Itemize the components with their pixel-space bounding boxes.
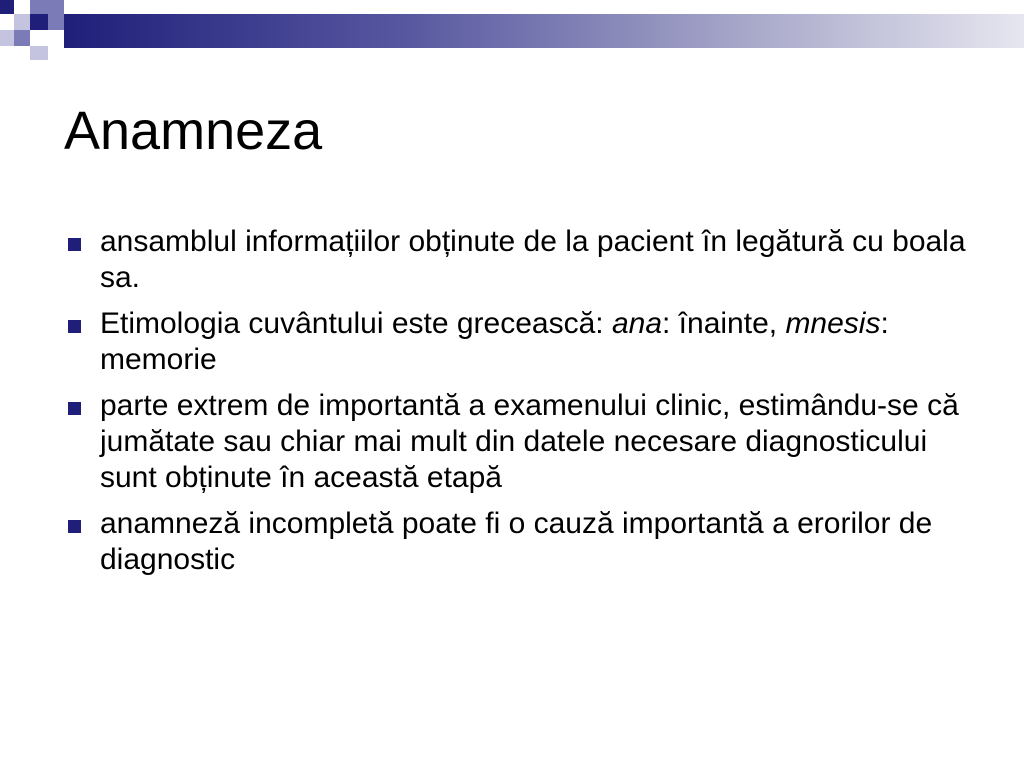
square-bullet-icon xyxy=(68,520,81,533)
deco-square xyxy=(30,0,48,14)
etymology-term-ana: ana xyxy=(611,307,663,340)
deco-square xyxy=(30,46,48,60)
deco-square xyxy=(48,0,64,14)
header-decoration xyxy=(0,0,1024,70)
bullet-text: Etimologia cuvântului este grecească: xyxy=(100,307,612,340)
etymology-term-mnesis: mnesis xyxy=(785,307,881,340)
bullet-list xyxy=(64,224,974,588)
deco-square xyxy=(0,0,14,14)
bullet-item xyxy=(64,224,974,296)
bullet-item xyxy=(64,388,974,496)
bullet-item xyxy=(64,506,974,578)
bullet-text: : memorie xyxy=(100,307,889,376)
bullet-text: : înainte, xyxy=(662,307,786,340)
deco-square xyxy=(30,14,48,30)
square-bullet-icon xyxy=(68,238,81,251)
deco-square xyxy=(48,14,64,30)
header-gradient-bar xyxy=(64,14,1024,48)
bullet-text: anamneză incompletă poate fi o cauză importantă a erorilor de diagnostic xyxy=(100,507,933,576)
deco-square xyxy=(0,30,14,46)
bullet-text: ansamblul informațiilor obținute de la pacient în legătură cu boala sa. xyxy=(100,225,966,294)
deco-square xyxy=(14,30,30,46)
deco-square xyxy=(14,14,30,30)
bullet-text: parte extrem de importantă a examenului clinic, estimându-se că jumătate sau chiar mai mult din datele necesare diagnosticului sunt obținute în această etapă xyxy=(100,389,959,494)
slide-title: Anamneza xyxy=(64,101,323,161)
square-bullet-icon xyxy=(68,320,81,333)
bullet-item xyxy=(64,306,974,378)
square-bullet-icon xyxy=(68,402,81,415)
